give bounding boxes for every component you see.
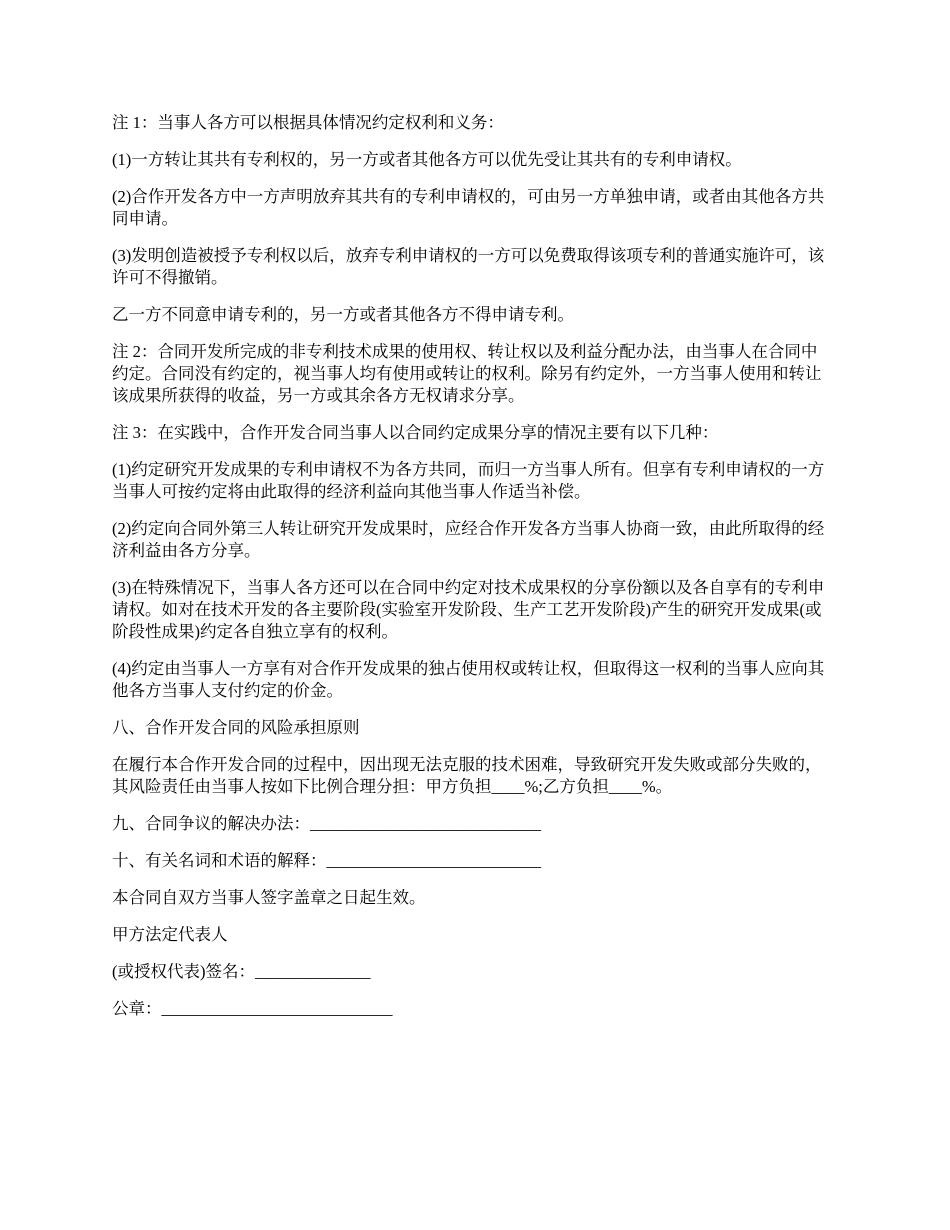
note-1: 注 1：当事人各方可以根据具体情况约定权利和义务：	[112, 113, 504, 132]
note-1-item-1: (1)一方转让其共有专利权的，另一方或者其他各方可以优先受让其共有的专利申请权。	[112, 150, 742, 169]
document-page	[112, 112, 832, 1035]
note-3-item-2: (2)约定向合同外第三人转让研究开发成果时，应经合作开发各方当事人协商一致，由此所取得的经济利益由各方分享。	[112, 519, 825, 560]
note-2: 注 2：合同开发所完成的非专利技术成果的使用权、转让权以及利益分配办法，由当事人在合同中约定。合同没有约定的，视当事人均有使用或转让的权利。除另有约定外，一方当事人使用和转让该成果所获得的收益，另一方或其余各方无权请求分享。	[112, 342, 822, 405]
note-3-item-3: (3)在特殊情况下，当事人各方还可以在合同中约定对技术成果权的分享份额以及各自享有的专利申请权。如对在技术开发的各主要阶段(实验室开发阶段、生产工艺开发阶段)产生的研究开发成果(或阶段性成果)约定各自独立享有的权利。	[112, 578, 825, 641]
section-10: 十、有关名词和术语的解释：__________________________	[112, 851, 541, 870]
section-9: 九、合同争议的解决办法：____________________________	[112, 814, 541, 833]
note-3-item-1: (1)约定研究开发成果的专利申请权不为各方共同，而归一方当事人所有。但享有专利申请权的一方当事人可按约定将由此取得的经济利益向其他当事人作适当补偿。	[112, 460, 825, 501]
seal-line: 公章：____________________________	[112, 999, 393, 1018]
note-3-item-4: (4)约定由当事人一方享有对合作开发成果的独占使用权或转让权，但取得这一权利的当事人应向其他各方当事人支付约定的价金。	[112, 659, 825, 700]
section-8-body: 在履行本合作开发合同的过程中，因出现无法克服的技术困难，导致研究开发失败或部分失败的，其风险责任由当事人按如下比例合理分担：甲方负担____%;乙方负担____%。	[112, 755, 822, 796]
note-1-item-2: (2)合作开发各方中一方声明放弃其共有的专利申请权的，可由另一方单独申请，或者由其他各方共同申请。	[112, 187, 825, 228]
note-1-tail: 乙一方不同意申请专利的，另一方或者其他各方不得申请专利。	[112, 305, 574, 324]
signature-line: (或授权代表)签名：______________	[112, 962, 371, 981]
note-3: 注 3：在实践中，合作开发合同当事人以合同约定成果分享的情况主要有以下几种：	[112, 423, 719, 442]
effective-clause: 本合同自双方当事人签字盖章之日起生效。	[112, 888, 426, 907]
party-a-rep: 甲方法定代表人	[112, 925, 228, 944]
section-8-heading: 八、合作开发合同的风险承担原则	[112, 718, 360, 737]
note-1-item-3: (3)发明创造被授予专利权以后，放弃专利申请权的一方可以免费取得该项专利的普通实施许可，该许可不得撤销。	[112, 246, 825, 287]
